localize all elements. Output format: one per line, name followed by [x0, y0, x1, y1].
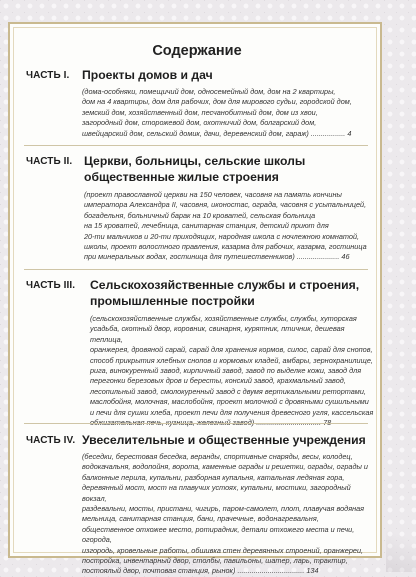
desc-line: на 15 кроватей, лечебница, санитарная станция, детский приют для — [84, 221, 329, 231]
desc-line: императора Александра II, часовня, иконостас, ограда, часовня с усыпальницей, — [84, 200, 367, 210]
part-4-description — [82, 452, 374, 577]
part-3-description — [90, 314, 374, 428]
part-1-title-line: Проекты домов и дач — [82, 68, 213, 82]
desc-line: швейцарский дом, сельский домик, дачи, деревенский дом, гараж) ................. 4 — [82, 128, 352, 138]
part-2-title-line: общественные жилые строения — [84, 170, 279, 184]
desc-line: лесопильный завод, смолокуренный завод с двумя вертикальными ретортами, — [90, 386, 366, 396]
desc-line: дом на 4 квартиры, дом для рабочих, дом для мирового судьи, городской дом, — [82, 97, 352, 107]
part-3-title-line: промышленные постройки — [90, 294, 255, 308]
part-4-title-line: Увеселительные и общественные учреждения — [82, 433, 366, 447]
desc-line: (беседки, берестовая беседка, веранды, спортивные снаряды, весы, колодец, — [82, 452, 353, 461]
desc-line: деревянный мост, мост на плавучих устоях, купальни, мостики, загородный вокзал, — [82, 483, 351, 503]
desc-line: маслобойня, молочная, маслобойня, проект молочной с дровяными сушильными — [90, 397, 369, 407]
desc-line: школы, проект волостного правления, казарма для рабочих, казарма, гостиница — [84, 242, 367, 252]
part-2-title[interactable] — [84, 153, 305, 185]
desc-line: 20-ти мальчиков и 20-ти приходящих, народная школа с ночлежною комнатой, — [84, 231, 360, 241]
desc-line: постройка, инвентарный двор, столбы, павильоны, шатер, ларь, трактир, — [82, 556, 348, 566]
desc-line: загородный дом, сторожевой дом, охотничий дом, болгарский дом, — [82, 118, 317, 128]
part-4-title[interactable] — [82, 432, 366, 448]
desc-line: и печи для сушки хлеба, проект печи для получения древесного угля, кассельская — [90, 407, 374, 417]
page-curl-shadow — [386, 512, 416, 572]
part-1-description — [82, 87, 372, 139]
desc-line: (проект православной церкви на 150 человек, часовня на память кончины — [84, 190, 342, 199]
page-title: Содержание — [152, 43, 242, 59]
desc-line: перегонки березовых дров и бересты, конский завод, крахмальный завод, — [90, 376, 346, 386]
desc-line: изгородь, кровельные работы, обшивка стен деревянных строений, оранжереи, — [82, 545, 364, 555]
section-divider — [24, 145, 368, 146]
desc-line: постоялый двор, почтовая станция, рынок) ................................. 134 — [82, 566, 319, 576]
desc-line: богадельня, больничный барак на 10 кроватей, сельская больница — [84, 210, 316, 220]
desc-line: при минеральных водах, гостиница для путешественников) ..................... 46 — [84, 252, 350, 262]
section-divider — [24, 269, 368, 270]
part-2-description — [84, 190, 372, 263]
desc-line: способ прикрытия хлебных снопов и кормовых кладей, амбары, зернохранилище, — [90, 355, 373, 365]
contents-panel — [8, 22, 382, 576]
part-2-title-line: Церкви, больницы, сельские школы — [84, 154, 306, 168]
desc-line: водокачальня, водопойня, ворота, каменные ограды и решетки, ограды, ограды и — [82, 462, 368, 472]
part-3-title-line: Сельскохозяйственные службы и строения, — [90, 278, 360, 292]
desc-line: земский дом, хозяйственный дом, песчанобитный дом, дом из хвои, — [82, 107, 318, 117]
desc-line: общественное отхожее место, ротирадник, детали отхожего места и печи, огорода, — [82, 524, 355, 545]
part-2-label: ЧАСТЬ II. — [26, 156, 73, 167]
section-divider — [24, 423, 368, 424]
desc-line: усадьба, скотный двор, коровник, свинарня, курятник, птичник, дешевая теплица, — [90, 324, 345, 344]
part-3-label: ЧАСТЬ III. — [26, 280, 76, 291]
desc-line: рига, винокуренный завод, кирпичный завод, завод по выделке кожи, завод для — [90, 366, 362, 376]
desc-line: мельница, санитарная станция, бани, прачечные, водонагревальня, — [82, 514, 319, 524]
desc-line: (дома-особняки, помещичий дом, односемейный дом, дом на 2 квартиры, — [82, 87, 336, 96]
desc-line: оранжерея, дровяной сарай, сарай для хранения кормов, силос, сарай для снопов, — [90, 345, 373, 355]
part-1-label: ЧАСТЬ I. — [26, 70, 70, 81]
desc-line: балконные перила, купальни, разборная купальня, катальная ледяная гора, — [82, 472, 345, 482]
part-1-title[interactable] — [82, 67, 213, 83]
part-3-title[interactable] — [90, 277, 359, 309]
desc-line: (сельскохозяйственные службы, хозяйственные службы, службы, хуторская — [90, 314, 357, 323]
desc-line: раздевальни, мосты, пристани, чигирь, паром-самолет, плот, плавучая водяная — [82, 504, 365, 514]
part-4-label: ЧАСТЬ IV. — [26, 435, 76, 446]
